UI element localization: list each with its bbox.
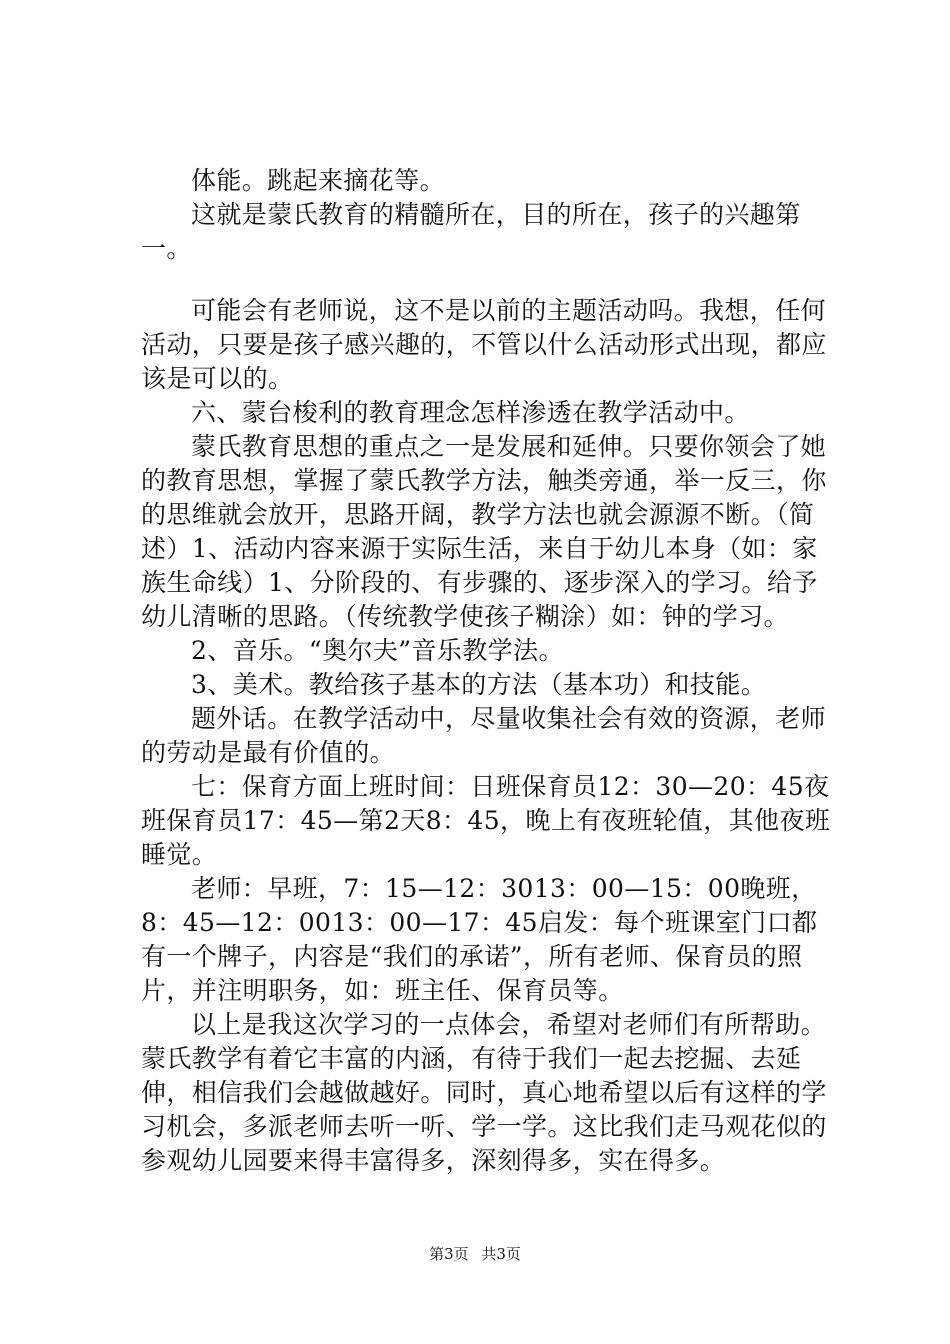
paragraph: 蒙氏教育思想的重点之一是发展和延伸。只要你领会了她的教育思想，掌握了蒙氏教学方法，触类旁通，举一反三，你的思维就会放开，思路开阔，教学方法也就会源源不断。（简述）1、活动内容来源于实际生活，来自于幼儿本身（如：家族生命线）1、分阶段的、有步骤的、逐步深入的学习。给予幼儿清晰的思路。（传统教学使孩子糊涂）如：钟的学习。 [141, 432, 827, 631]
paragraph: 体能。跳起来摘花等。 [191, 166, 446, 195]
paragraph: 这就是蒙氏教育的精髓所在，目的所在，孩子的兴趣第一。 [141, 200, 801, 263]
page-number: 第3页 [429, 1245, 469, 1263]
paragraph: 3、美术。教给孩子基本的方法（基本功）和技能。 [191, 670, 767, 699]
paragraph: 2、音乐。“奥尔夫”音乐教学法。 [191, 636, 564, 665]
document-body [141, 164, 841, 1178]
section-heading: 七：保育方面上班时间：日班保育员12：30—20：45夜班保育员17：45—第2天8：45，晚上有夜班轮值，其他夜班睡觉。 [141, 772, 831, 869]
section-heading: 六、蒙台梭利的教育理念怎样渗透在教学活动中。 [191, 398, 750, 427]
paragraph: 老师：早班，7：15—12：3013：00—15：00晚班，8：45—12：0013：00—17：45启发：每个班课室门口都有一个牌子，内容是“我们的承诺”，所有老师、保育员的照片，并注明职务，如：班主任、保育员等。 [141, 874, 818, 1005]
page-footer [0, 1244, 950, 1264]
paragraph: 以上是我这次学习的一点体会，希望对老师们有所帮助。蒙氏教学有着它丰富的内涵，有待于我们一起去挖掘、去延伸，相信我们会越做越好。同时，真心地希望以后有这样的学习机会，多派老师去听一听、学一学。这比我们走马观花似的参观幼儿园要来得丰富得多，深刻得多，实在得多。 [141, 1010, 827, 1175]
page-total: 共3页 [481, 1245, 521, 1263]
paragraph: 题外话。在教学活动中，尽量收集社会有效的资源，老师的劳动是最有价值的。 [141, 704, 827, 767]
paragraph: 可能会有老师说，这不是以前的主题活动吗。我想，任何活动，只要是孩子感兴趣的，不管以什么活动形式出现，都应该是可以的。 [141, 296, 827, 393]
